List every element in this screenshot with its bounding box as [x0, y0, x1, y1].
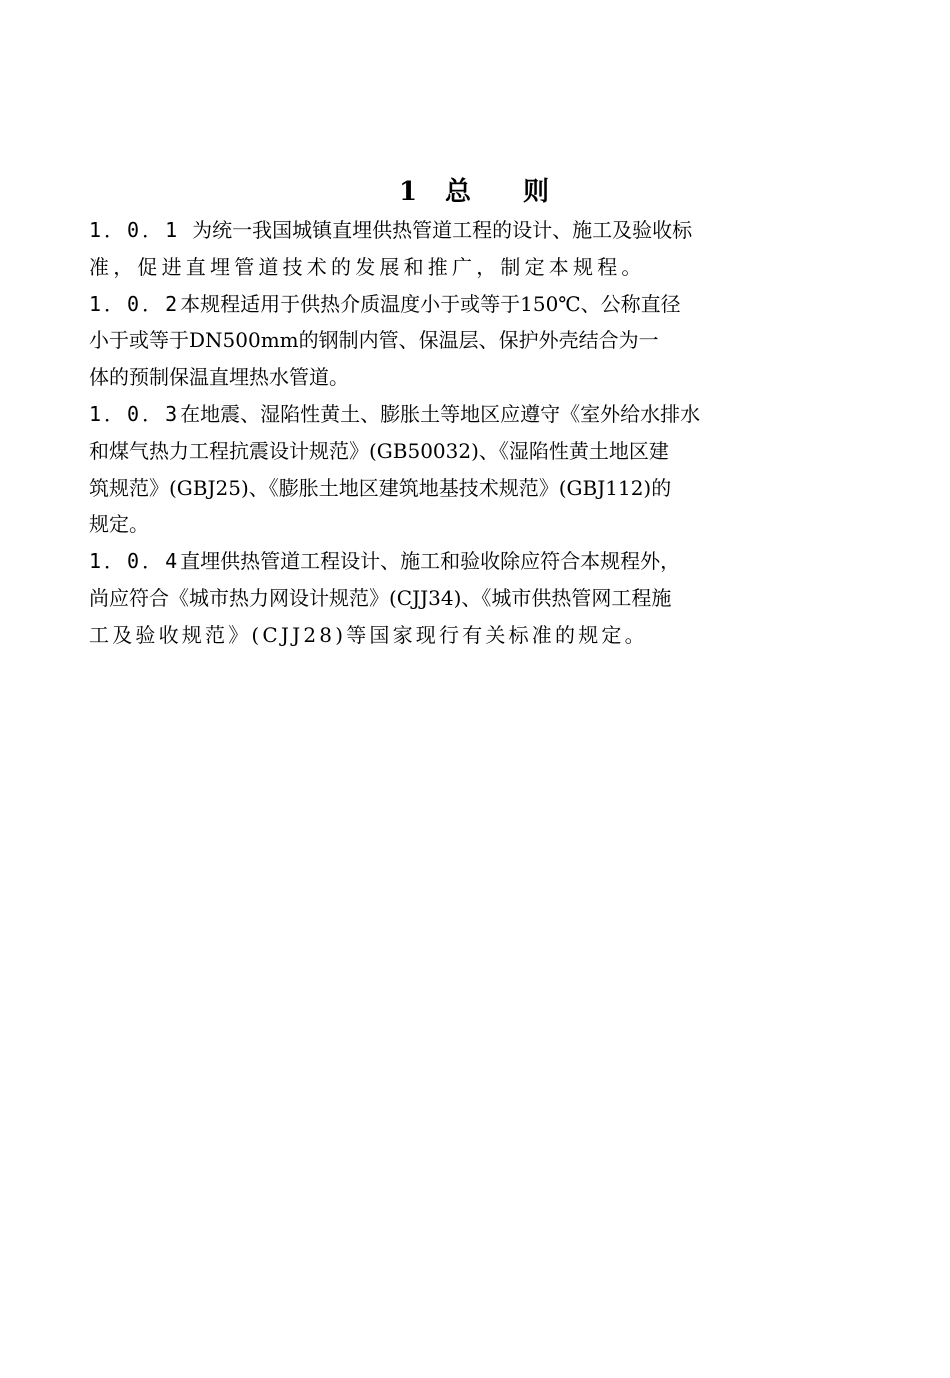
clause-line: 规定。 [89, 512, 149, 537]
clause-number: 1．0．4 [89, 549, 181, 574]
chapter-title-char-1: 总 [445, 177, 474, 207]
clause-line: 体的预制保温直埋热水管道。 [89, 365, 349, 390]
clause-1-0-4 [89, 543, 779, 653]
clause-line [89, 543, 779, 580]
clause-text: 直埋供热管道工程设计、施工和验收除应符合本规程外， [180, 549, 681, 574]
clause-number: 1．0．3 [89, 401, 181, 426]
clause-line [89, 212, 779, 249]
chapter-number: 1 [398, 177, 420, 207]
clause-line: 准，促进直埋管道技术的发展和推广，制定本规程。 [89, 254, 646, 279]
clause-line: 工及验收规范》(CJJ28)等国家现行有关标准的规定。 [89, 622, 648, 647]
clause-1-0-1 [89, 212, 779, 286]
clause-line [89, 286, 779, 323]
clause-text: 为统一我国城镇直埋供热管道工程的设计、施工及验收标 [192, 218, 693, 242]
clause-line: 和煤气热力工程抗震设计规范》(GB50032)、《湿陷性黄土地区建 [89, 438, 669, 463]
clause-line: 筑规范》(GBJ25)、《膨胀土地区建筑地基技术规范》(GBJ112)的 [89, 475, 672, 500]
document-body [89, 212, 779, 654]
chapter-title [0, 172, 950, 212]
chapter-title-char-2: 则 [523, 177, 552, 207]
clause-line [89, 396, 779, 433]
clause-text: 在地震、湿陷性黄土、膨胀土等地区应遵守《室外给水排水 [180, 401, 701, 426]
clause-number: 1．0．2 [89, 291, 181, 316]
clause-text: 本规程适用于供热介质温度小于或等于150℃、公称直径 [180, 291, 681, 316]
clause-1-0-2 [89, 286, 779, 396]
clause-line: 小于或等于DN500mm的钢制内管、保温层、保护外壳结合为一 [89, 328, 659, 353]
clause-1-0-3 [89, 396, 779, 543]
clause-number: 1．0．1 [89, 218, 181, 242]
clause-line: 尚应符合《城市热力网设计规范》(CJJ34)、《城市供热管网工程施 [89, 585, 672, 610]
